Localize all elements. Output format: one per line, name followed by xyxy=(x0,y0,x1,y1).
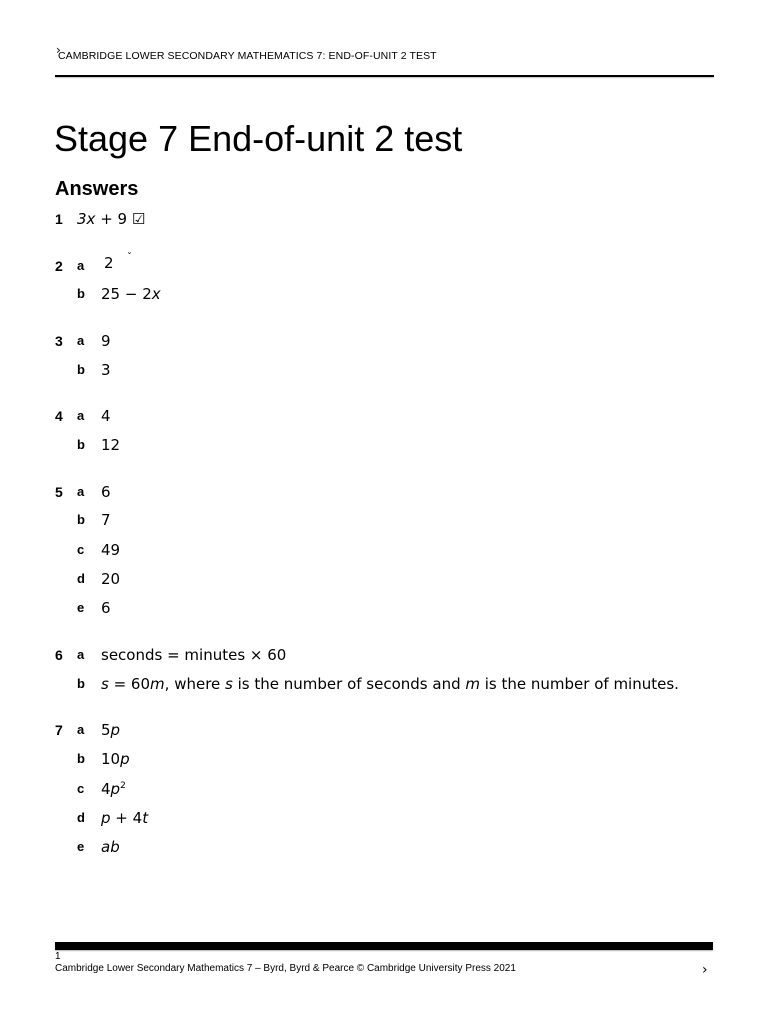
question-part: a xyxy=(77,647,85,662)
answer-text: 7 xyxy=(101,511,111,529)
question-part: a xyxy=(77,408,85,423)
question-part: e xyxy=(77,839,85,854)
answer-text: p + 4t xyxy=(101,809,149,827)
answer-text: 6 xyxy=(101,599,111,617)
answer-text: s = 60m, where s is the number of seconds and m is the number of minutes. xyxy=(101,675,679,693)
question-part: b xyxy=(77,437,85,452)
answer-text: ab xyxy=(101,838,120,856)
answer-text: 20 xyxy=(101,570,121,588)
question-part: b xyxy=(77,286,85,301)
footer-mark: › xyxy=(702,962,708,978)
question-part: b xyxy=(77,512,85,527)
answer-text: 25 − 2x xyxy=(101,285,161,303)
running-header: CAMBRIDGE LOWER SECONDARY MATHEMATICS 7: END-OF-UNIT 2 TEST xyxy=(58,50,437,62)
question-part: b xyxy=(77,362,85,377)
question-part: c xyxy=(77,781,85,796)
answer-text: 10p xyxy=(101,750,130,768)
answer-text: 9 xyxy=(101,332,111,350)
page-number: 1 xyxy=(55,951,61,962)
question-part: e xyxy=(77,600,85,615)
answer-text: 3x + 9 ☑ xyxy=(77,210,146,228)
question-part: c xyxy=(77,542,85,557)
answer-text: 12 xyxy=(101,436,121,454)
answer-text: 49 xyxy=(101,541,121,559)
page-title: Stage 7 End-of-unit 2 test xyxy=(54,118,463,159)
answer-text: 5p xyxy=(101,721,121,739)
question-part: b xyxy=(77,676,85,691)
answer-text: seconds = minutes × 60 xyxy=(101,646,287,664)
footer-credit: Cambridge Lower Secondary Mathematics 7 – Byrd, Byrd & Pearce © Cambridge University Press 2021 xyxy=(55,963,516,974)
answer-text: 6 xyxy=(101,483,111,501)
page-subtitle: Answers xyxy=(55,178,139,200)
question-number: 7 xyxy=(55,722,63,738)
answer-text: $4p^2$ xyxy=(101,780,126,798)
question-number: 2 xyxy=(55,258,63,274)
question-number: 6 xyxy=(55,647,63,663)
question-part: d xyxy=(77,571,85,586)
answer-text: 2 xyxy=(104,254,114,272)
answer-text: 4 xyxy=(101,407,111,425)
question-part: a xyxy=(77,484,85,499)
question-number: 1 xyxy=(55,211,63,227)
footer-bar xyxy=(55,942,713,950)
question-part: b xyxy=(77,751,85,766)
question-part: a xyxy=(77,722,85,737)
question-part: d xyxy=(77,810,85,825)
question-part: a xyxy=(77,258,85,273)
header-rule xyxy=(55,75,714,77)
answer-text: 3 xyxy=(101,361,111,379)
question-number: 5 xyxy=(55,484,63,500)
ink-mark: ˇ xyxy=(127,252,132,263)
question-number: 3 xyxy=(55,333,63,349)
question-part: a xyxy=(77,333,85,348)
question-number: 4 xyxy=(55,408,63,424)
header-mark: › xyxy=(56,43,61,57)
